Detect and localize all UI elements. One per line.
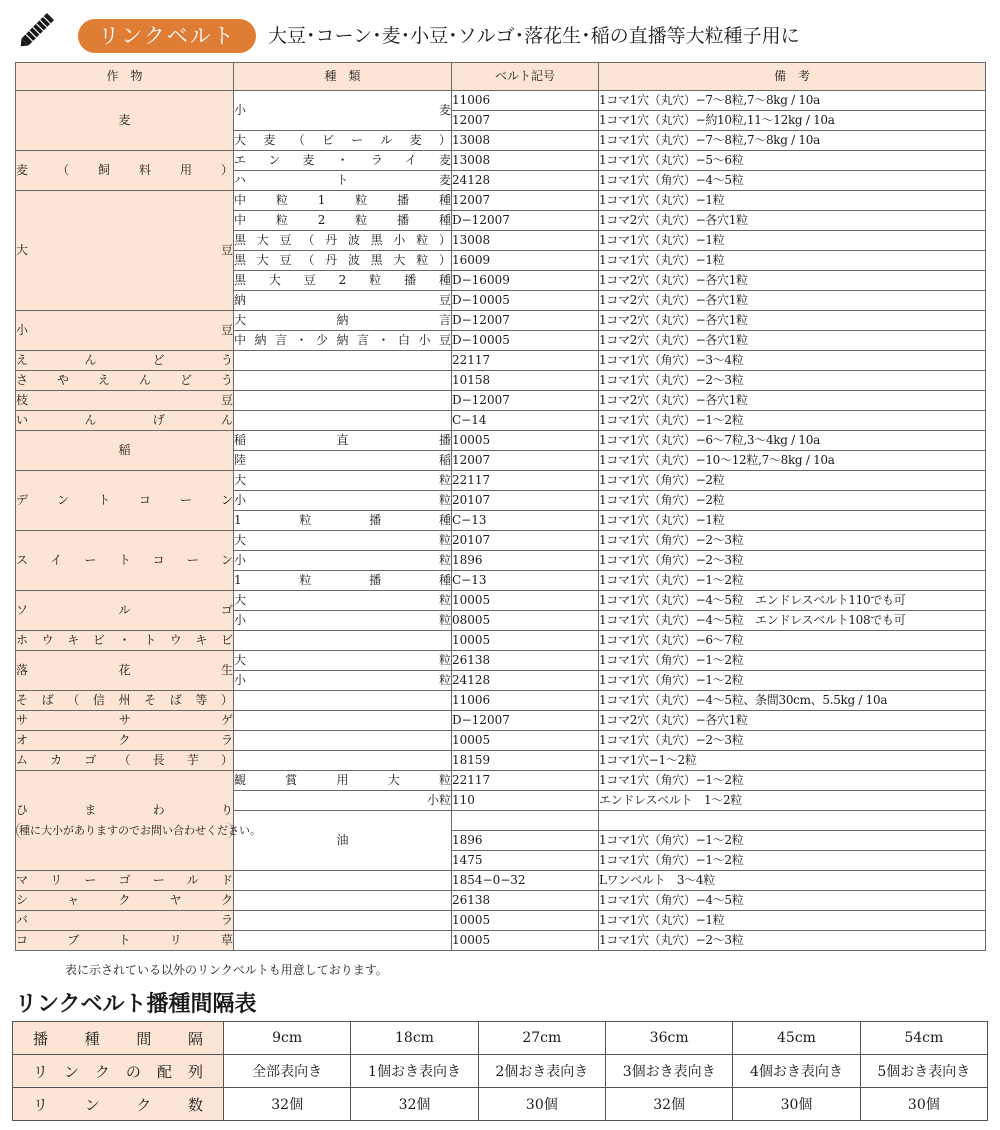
table-row: [16, 591, 986, 611]
crop-cell: マリーゴールド: [16, 871, 234, 891]
kind-cell: 稲直播: [234, 431, 452, 451]
note-cell: エンドレスベルト 1〜2粒: [599, 791, 986, 811]
table-row: [16, 711, 986, 731]
interval-row: [13, 1055, 988, 1088]
kind-cell: [234, 691, 452, 711]
table-row: [16, 431, 986, 451]
interval-cell: 30個: [860, 1088, 987, 1121]
interval-row: [13, 1022, 988, 1055]
note-cell: 1コマ1穴（角穴）−1〜2粒: [599, 851, 986, 871]
note-cell: 1コマ1穴（丸穴）−4〜5粒 エンドレスベルト110でも可: [599, 591, 986, 611]
kind-cell: [234, 891, 452, 911]
belt-code-cell: 11006: [452, 91, 599, 111]
note-cell: 1コマ1穴（丸穴）−約10粒,11〜12kg / 10a: [599, 111, 986, 131]
kind-cell: [234, 711, 452, 731]
note-cell: 1コマ1穴（丸穴）−6〜7粒: [599, 631, 986, 651]
note-cell: 1コマ2穴（丸穴）−各穴1粒: [599, 211, 986, 231]
interval-cell: 30個: [733, 1088, 860, 1121]
kind-cell: 小粒: [234, 611, 452, 631]
belt-code-cell: D−12007: [452, 311, 599, 331]
crop-cell: いんげん: [16, 411, 234, 431]
note-cell: 1コマ1穴（丸穴）−5〜6粒: [599, 151, 986, 171]
note-cell: 1コマ2穴（丸穴）−各穴1粒: [599, 271, 986, 291]
interval-row: [13, 1088, 988, 1121]
kind-cell: 黒大豆2粒播種: [234, 271, 452, 291]
crop-cell: 枝豆: [16, 391, 234, 411]
note-cell: 1コマ1穴（丸穴）−7〜8粒,7〜8kg / 10a: [599, 91, 986, 111]
kind-cell: [234, 411, 452, 431]
belt-code-cell: C−14: [452, 411, 599, 431]
note-cell: 1コマ1穴（丸穴）−1粒: [599, 511, 986, 531]
interval-table-title: リンクベルト播種間隔表: [15, 992, 257, 1017]
table-row: [16, 891, 986, 911]
footnote: 表に示されている以外のリンクベルトも用意しております。: [65, 963, 388, 977]
crop-cell: 麦: [16, 91, 234, 151]
belt-code-cell: 20107: [452, 491, 599, 511]
interval-cell: 3個おき表向き: [605, 1055, 732, 1088]
kind-cell: 油: [234, 811, 452, 871]
note-cell: 1コマ1穴（丸穴）−1〜2粒: [599, 411, 986, 431]
note-cell: 1コマ2穴（丸穴）−各穴1粒: [599, 291, 986, 311]
belt-code-cell: D−12007: [452, 391, 599, 411]
interval-cell: 1個おき表向き: [351, 1055, 478, 1088]
page-header: [14, 8, 994, 52]
crop-cell: ササゲ: [16, 711, 234, 731]
note-cell: 1コマ1穴（角穴）−4〜5粒: [599, 891, 986, 911]
kind-cell: 1粒播種: [234, 571, 452, 591]
header-kind: 種 類: [234, 63, 452, 91]
belt-code-cell: 13008: [452, 151, 599, 171]
note-cell: 1コマ1穴（角穴）−1〜2粒: [599, 671, 986, 691]
note-cell: 1コマ1穴（角穴）−2粒: [599, 491, 986, 511]
belt-code-cell: 16009: [452, 251, 599, 271]
note-cell: 1コマ1穴−1〜2粒: [599, 751, 986, 771]
table-row: [16, 151, 986, 171]
table-row: [16, 351, 986, 371]
interval-cell: 32個: [351, 1088, 478, 1121]
kind-cell: 納豆: [234, 291, 452, 311]
belt-code-cell: D−16009: [452, 271, 599, 291]
belt-code-cell: 10005: [452, 631, 599, 651]
kind-cell: [234, 351, 452, 371]
interval-table: [12, 1021, 988, 1121]
interval-cell: 54cm: [860, 1022, 987, 1055]
kind-cell: 中納言・少納言・白小豆: [234, 331, 452, 351]
kind-cell: 大粒: [234, 531, 452, 551]
crop-cell: 小豆: [16, 311, 234, 351]
interval-cell: 18cm: [351, 1022, 478, 1055]
interval-table-body: [13, 1022, 988, 1121]
interval-cell: 32個: [224, 1088, 351, 1121]
crop-cell: そば（信州そば等）: [16, 691, 234, 711]
belt-code-cell: 11006: [452, 691, 599, 711]
belt-code-cell: 22117: [452, 771, 599, 791]
crop-cell: 大豆: [16, 191, 234, 311]
note-cell: 1コマ1穴（角穴）−2〜3粒: [599, 551, 986, 571]
belt-code-cell: 1475: [452, 851, 599, 871]
table-row: [16, 691, 986, 711]
note-cell: 1コマ1穴（丸穴）−7〜8粒,7〜8kg / 10a: [599, 131, 986, 151]
table-row: [16, 731, 986, 751]
interval-cell: 45cm: [733, 1022, 860, 1055]
note-cell: 1コマ1穴（角穴）−4〜5粒: [599, 171, 986, 191]
belt-code-cell: C−13: [452, 511, 599, 531]
kind-cell: 1粒播種: [234, 511, 452, 531]
belt-code-cell: 110: [452, 791, 599, 811]
table-row: [16, 751, 986, 771]
table-row: [16, 91, 986, 111]
belt-code-cell: 10005: [452, 431, 599, 451]
belt-code-cell: 1896: [452, 551, 599, 571]
kind-cell: 中粒1粒播種: [234, 191, 452, 211]
table-row: [16, 871, 986, 891]
belt-code-cell: 1896: [452, 831, 599, 851]
pencil-icon: [14, 8, 60, 52]
note-cell: 1コマ2穴（丸穴）−各穴1粒: [599, 331, 986, 351]
crop-cell: バラ: [16, 911, 234, 931]
belt-code-cell: 12007: [452, 111, 599, 131]
note-cell: 1コマ1穴（丸穴）−6〜7粒,3〜4kg / 10a: [599, 431, 986, 451]
crop-cell: ムカゴ（長芋）: [16, 751, 234, 771]
crop-name: ひまわり: [16, 802, 233, 817]
note-cell: Lワンベルト 3〜4粒: [599, 871, 986, 891]
belt-code-cell: 26138: [452, 891, 599, 911]
kind-cell: 観賞用大粒: [234, 771, 452, 791]
belt-code-cell: 08005: [452, 611, 599, 631]
kind-cell: 陸稲: [234, 451, 452, 471]
note-cell: 1コマ1穴（丸穴）−2〜3粒: [599, 731, 986, 751]
note-cell: 1コマ2穴（丸穴）−各穴1粒: [599, 391, 986, 411]
note-cell: 1コマ1穴（丸穴）−1粒: [599, 251, 986, 271]
kind-cell: [234, 911, 452, 931]
kind-cell: 大粒: [234, 591, 452, 611]
belt-code-cell: 13008: [452, 131, 599, 151]
crop-cell: さやえんどう: [16, 371, 234, 391]
kind-cell: [234, 871, 452, 891]
note-cell: 1コマ1穴（丸穴）−1粒: [599, 231, 986, 251]
crop-cell: オクラ: [16, 731, 234, 751]
note-cell: 1コマ1穴（丸穴）−1粒: [599, 191, 986, 211]
belt-code-cell: C−13: [452, 571, 599, 591]
belt-code-cell: 10005: [452, 911, 599, 931]
note-cell: 1コマ2穴（丸穴）−各穴1粒: [599, 311, 986, 331]
belt-code-cell: D−10005: [452, 331, 599, 351]
crop-cell: えんどう: [16, 351, 234, 371]
header-belt: ベルト記号: [452, 63, 599, 91]
table-row: [16, 911, 986, 931]
kind-cell: 大納言: [234, 311, 452, 331]
kind-cell: 大粒: [234, 651, 452, 671]
table-row: [16, 931, 986, 951]
crop-inquiry-note: 種に大小がありますのでお問い合わせください。: [16, 822, 233, 839]
belt-code-cell: 1854−0−32: [452, 871, 599, 891]
interval-cell: 5個おき表向き: [860, 1055, 987, 1088]
note-cell: 1コマ1穴（角穴）−3〜4粒: [599, 351, 986, 371]
note-cell: 1コマ2穴（丸穴）−各穴1粒: [599, 711, 986, 731]
table-row: [16, 411, 986, 431]
crop-cell: スイートコーン: [16, 531, 234, 591]
title-badge: リンクベルト: [78, 19, 256, 53]
belt-code-cell: D−12007: [452, 211, 599, 231]
interval-cell: 9cm: [224, 1022, 351, 1055]
kind-cell: 小粒: [234, 671, 452, 691]
belt-code-cell: 24128: [452, 671, 599, 691]
note-cell: 1コマ1穴（丸穴）−2〜3粒: [599, 371, 986, 391]
belt-code-cell: D−10005: [452, 291, 599, 311]
table-body: [16, 91, 986, 951]
interval-cell: 27cm: [478, 1022, 605, 1055]
table-row: [16, 191, 986, 211]
kind-cell: ハト麦: [234, 171, 452, 191]
table-header-row: [16, 63, 986, 91]
interval-row-label: リンク数: [13, 1088, 224, 1121]
note-cell: 1コマ1穴（丸穴）−1粒: [599, 911, 986, 931]
note-cell: 1コマ1穴（丸穴）−4〜5粒 エンドレスベルト108でも可: [599, 611, 986, 631]
belt-code-cell: 10005: [452, 591, 599, 611]
note-cell: 1コマ1穴（角穴）−1〜2粒: [599, 831, 986, 851]
belt-code-cell: 12007: [452, 451, 599, 471]
table-row: [16, 391, 986, 411]
crop-cell: 落花生: [16, 651, 234, 691]
kind-cell: 黒大豆（丹波黒小粒）: [234, 231, 452, 251]
header-crop: 作 物: [16, 63, 234, 91]
note-cell: 1コマ1穴（角穴）−1〜2粒: [599, 771, 986, 791]
crop-cell: シャクヤク: [16, 891, 234, 911]
belt-code-cell: 26138: [452, 651, 599, 671]
interval-cell: 30個: [478, 1088, 605, 1121]
note-cell: 1コマ1穴（丸穴）−10〜12粒,7〜8kg / 10a: [599, 451, 986, 471]
kind-cell: 大粒: [234, 471, 452, 491]
kind-cell: [234, 731, 452, 751]
kind-cell: 黒大豆（丹波黒大粒）: [234, 251, 452, 271]
crop-cell: [16, 771, 261, 871]
interval-cell: 4個おき表向き: [733, 1055, 860, 1088]
kind-cell: [234, 751, 452, 771]
kind-cell: 小麦: [234, 91, 452, 131]
crop-cell: ホウキビ・トウキビ: [16, 631, 234, 651]
belt-code-cell: 13008: [452, 231, 599, 251]
belt-code-cell: 10158: [452, 371, 599, 391]
table-row: [16, 531, 986, 551]
crop-cell: ソルゴ: [16, 591, 234, 631]
note-cell: 1コマ1穴（角穴）−1〜2粒: [599, 651, 986, 671]
interval-cell: 32個: [605, 1088, 732, 1121]
belt-code-cell: 24128: [452, 171, 599, 191]
table-row: [16, 771, 986, 791]
kind-cell: エン麦・ライ麦: [234, 151, 452, 171]
belt-code-cell: 10005: [452, 731, 599, 751]
kind-cell: 小粒: [234, 551, 452, 571]
table-row: [16, 471, 986, 491]
belt-code-cell: 22117: [452, 351, 599, 371]
table-row: [16, 311, 986, 331]
table-row: [16, 371, 986, 391]
page-subtitle: 大豆･コーン･麦･小豆･ソルゴ･落花生･稲の直播等大粒種子用に: [268, 25, 800, 47]
interval-row-label: 播種間隔: [13, 1022, 224, 1055]
crop-cell: 稲: [16, 431, 234, 471]
note-cell: 1コマ1穴（角穴）−2粒: [599, 471, 986, 491]
kind-cell: [234, 631, 452, 651]
note-cell: [599, 811, 986, 831]
table-row: [16, 631, 986, 651]
kind-cell: [234, 391, 452, 411]
belt-code-cell: 22117: [452, 471, 599, 491]
crop-cell: コブトリ草: [16, 931, 234, 951]
note-cell: 1コマ1穴（角穴）−2〜3粒: [599, 531, 986, 551]
belt-code-cell: 12007: [452, 191, 599, 211]
kind-cell: 中粒2粒播種: [234, 211, 452, 231]
note-cell: 1コマ1穴（丸穴）−1〜2粒: [599, 571, 986, 591]
crop-cell: デントコーン: [16, 471, 234, 531]
belt-code-cell: D−12007: [452, 711, 599, 731]
note-cell: 1コマ1穴（丸穴）−2〜3粒: [599, 931, 986, 951]
seed-belt-table: [15, 62, 986, 951]
kind-cell: [234, 371, 452, 391]
note-cell: 1コマ1穴（丸穴）−4〜5粒、条間30cm、5.5kg / 10a: [599, 691, 986, 711]
kind-cell: 小粒: [234, 491, 452, 511]
table-row: [16, 651, 986, 671]
kind-cell: 小粒: [234, 791, 452, 811]
belt-code-cell: [452, 811, 599, 831]
belt-code-cell: 18159: [452, 751, 599, 771]
belt-code-cell: 20107: [452, 531, 599, 551]
header-note: 備 考: [599, 63, 986, 91]
interval-cell: 全部表向き: [224, 1055, 351, 1088]
belt-code-cell: 10005: [452, 931, 599, 951]
crop-cell: 麦（飼料用）: [16, 151, 234, 191]
interval-cell: 36cm: [605, 1022, 732, 1055]
kind-cell: [234, 931, 452, 951]
kind-cell: 大麦（ビール麦）: [234, 131, 452, 151]
interval-row-label: リンクの配列: [13, 1055, 224, 1088]
interval-cell: 2個おき表向き: [478, 1055, 605, 1088]
